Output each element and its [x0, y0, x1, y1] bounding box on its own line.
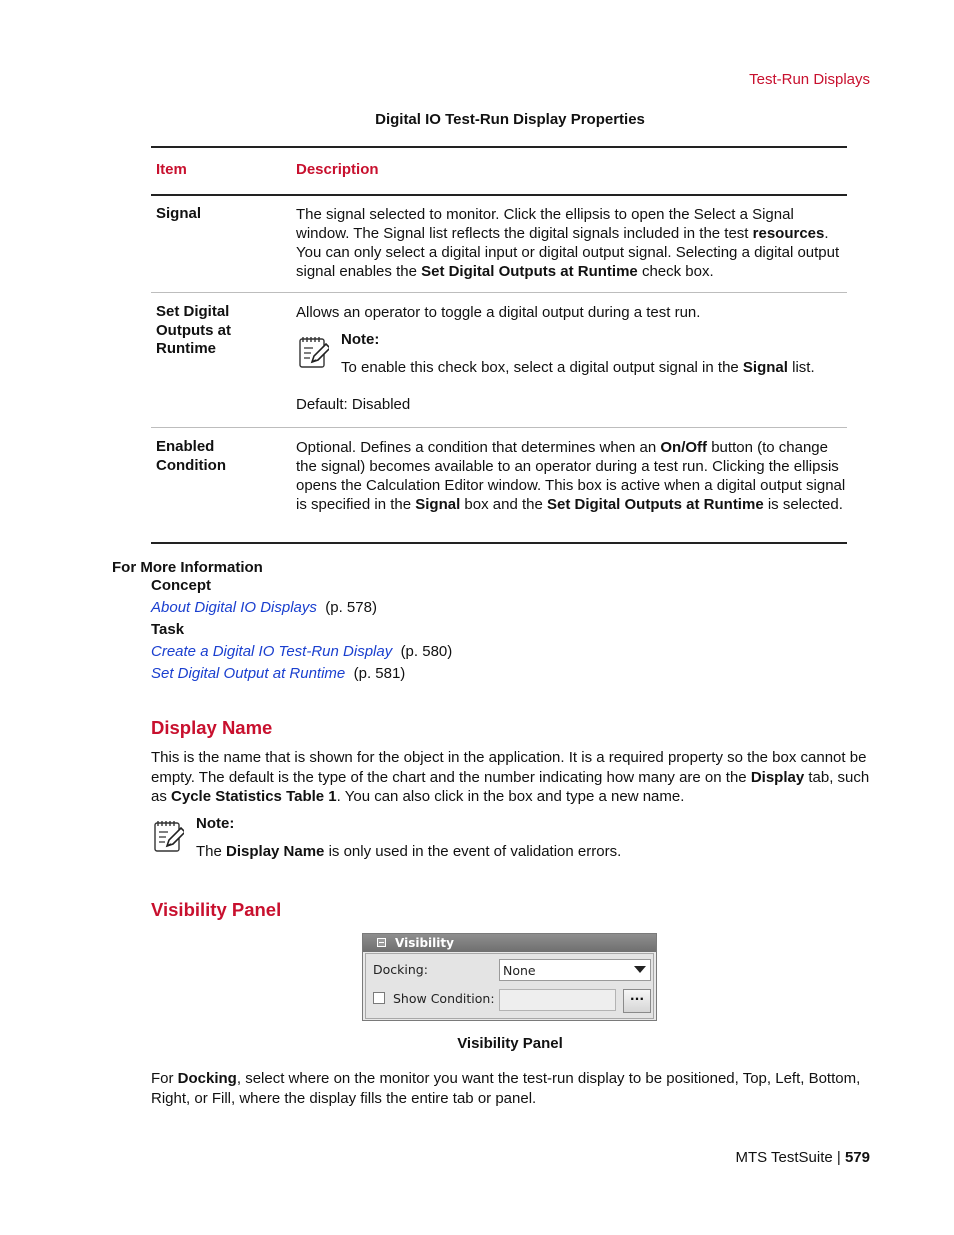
show-condition-checkbox[interactable]	[373, 992, 385, 1004]
note-text: To enable this check box, select a digital output signal in the Signal list.	[341, 359, 815, 376]
table-top-rule	[151, 146, 847, 148]
visibility-panel-heading: Visibility Panel	[151, 899, 282, 920]
figure-caption: Visibility Panel	[457, 1035, 563, 1052]
visibility-panel-title: Visibility	[395, 936, 454, 950]
visibility-panel-body	[365, 953, 654, 1019]
row-divider	[151, 427, 847, 428]
docking-select[interactable]	[499, 959, 651, 981]
note-icon	[152, 818, 184, 854]
table-title: Digital IO Test-Run Display Properties	[375, 111, 645, 128]
row-signal-item: Signal	[156, 205, 202, 222]
row-set-digital-item: Set Digital Outputs at Runtime	[156, 303, 231, 357]
default-value: Default: Disabled	[296, 396, 411, 413]
page-number: 579	[844, 1149, 870, 1166]
table-bottom-rule	[151, 542, 847, 544]
more-info-heading: For More Information	[112, 559, 263, 576]
col-header-description: Description	[296, 161, 379, 178]
ellipsis-button[interactable]: ...	[623, 989, 651, 1013]
docking-paragraph: For Docking, select where on the monitor you want the test-run display to be positioned, Top, Left, Bottom, Right, or Fill, where the display fills the entire tab or panel.	[151, 1070, 861, 1107]
display-name-paragraph: This is the name that is shown for the object in the application. It is a required property so the box cannot be empty. The default is the type of the chart and the number indicating how many are on the Display tab, such as Cycle Statistics Table 1. You can also click in the box and type a new name.	[151, 749, 870, 805]
row-set-digital-description: Allows an operator to toggle a digital output during a test run.	[296, 304, 701, 321]
link-set-digital-output[interactable]: Set Digital Output at Runtime	[151, 665, 346, 682]
running-header: Test-Run Displays	[749, 71, 870, 88]
display-name-heading: Display Name	[151, 717, 273, 738]
visibility-panel-header[interactable]	[363, 934, 656, 952]
docking-value: None	[503, 963, 536, 978]
row-enabled-item: Enabled Condition	[156, 438, 226, 474]
collapse-icon[interactable]	[377, 938, 386, 947]
show-condition-label: Show Condition:	[393, 991, 495, 1006]
row-signal-description: The signal selected to monitor. Click the ellipsis to open the Select a Signal window. The Signal list reflects the digital signals included in the test resources. You can only select a digital input or digital output signal. Selecting a digital output signal enables the Set Digital Outputs at Runtime check box.	[296, 206, 840, 280]
note-icon	[297, 334, 329, 370]
page-footer: MTS TestSuite | 579	[735, 1149, 870, 1166]
col-header-item: Item	[156, 161, 187, 178]
docking-label: Docking:	[373, 962, 428, 977]
chevron-down-icon	[634, 966, 646, 973]
link-about-digital-io[interactable]: About Digital IO Displays	[151, 599, 317, 616]
task-entry-2: Set Digital Output at Runtime (p. 581)	[151, 665, 406, 682]
task-label: Task	[151, 621, 185, 638]
concept-entry: About Digital IO Displays (p. 578)	[151, 599, 377, 616]
row-divider	[151, 292, 847, 293]
row-enabled-description: Optional. Defines a condition that determines when an On/Off button (to change the signal) becomes available to an operator during a test run. Clicking the ellipsis opens the Calculation Editor window. This box is active when a digital output signal is specified in the Signal box and the Set Digital Outputs at Runtime is selected.	[296, 439, 846, 513]
note-label: Note:	[196, 815, 235, 832]
link-create-digital-io[interactable]: Create a Digital IO Test-Run Display	[151, 643, 393, 660]
show-condition-input[interactable]	[499, 989, 616, 1011]
concept-label: Concept	[151, 577, 211, 594]
note-text: The Display Name is only used in the event of validation errors.	[196, 843, 622, 860]
visibility-panel-screenshot	[362, 933, 657, 1021]
table-header-rule	[151, 194, 847, 196]
task-entry-1: Create a Digital IO Test-Run Display (p. 580)	[151, 643, 453, 660]
note-label: Note:	[341, 331, 380, 348]
